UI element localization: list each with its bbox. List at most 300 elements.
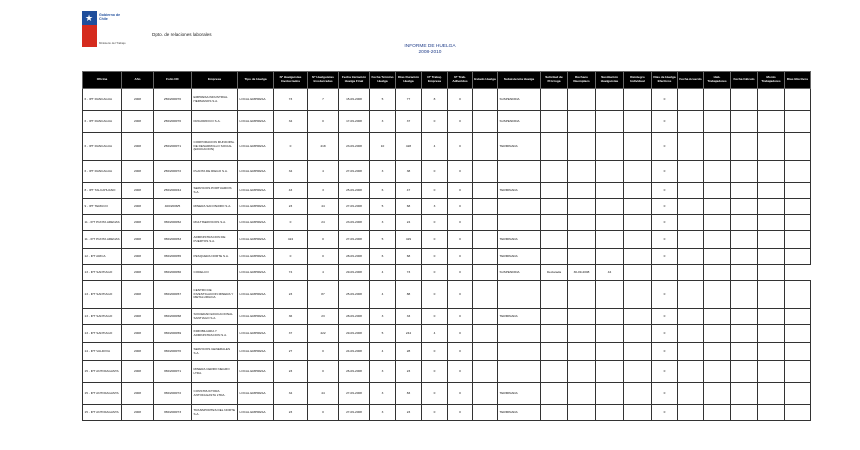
table-cell — [596, 325, 624, 343]
table-cell — [568, 199, 596, 215]
table-cell — [624, 309, 652, 325]
table-cell — [473, 183, 498, 199]
table-cell: 356/2008/73 — [154, 405, 192, 421]
table-row — [83, 133, 811, 161]
table-cell — [704, 111, 731, 133]
table-cell — [568, 133, 596, 161]
column-header: Días Efectivos — [785, 72, 811, 89]
table-cell: 256/2008/70 — [154, 111, 192, 133]
table-row — [83, 361, 811, 383]
table-cell: TERMINADA — [498, 133, 541, 161]
table-cell: 0 — [448, 405, 473, 421]
column-header: Empresa — [192, 72, 238, 89]
table-cell: 15 - IPT ANTOFAGASTA — [83, 405, 122, 421]
table-cell: 256/2008/72 — [154, 161, 192, 183]
table-cell — [624, 383, 652, 405]
table-cell: 12 - IPT ARICA — [83, 249, 122, 265]
table-cell: 23 — [274, 405, 308, 421]
table-cell: 356/2008/68 — [154, 309, 192, 325]
table-cell: 256/2008/70 — [154, 89, 192, 111]
column-header: Nº Trab. Adheridos — [448, 72, 473, 89]
table-row — [83, 343, 811, 361]
table-cell: 0 — [308, 405, 339, 421]
table-cell — [596, 199, 624, 215]
table-cell — [498, 161, 541, 183]
table-cell: 4 — [370, 343, 396, 361]
table-cell — [785, 199, 811, 215]
table-cell — [541, 249, 568, 265]
column-header: Sustitución Huelguistas — [596, 72, 624, 89]
table-cell — [624, 183, 652, 199]
table-cell: 23-09-2008 — [339, 215, 370, 231]
table-cell — [473, 199, 498, 215]
table-cell — [704, 133, 731, 161]
table-cell: LOCAL EMPRESA — [238, 281, 274, 309]
table-cell: 429 — [396, 231, 422, 249]
table-cell — [624, 249, 652, 265]
table-cell — [498, 199, 541, 215]
table-cell: ADMINISTRACION DE PUERTOS S.A. — [192, 231, 238, 249]
table-cell: 2008 — [122, 89, 154, 111]
table-cell — [731, 89, 758, 111]
table-cell — [731, 309, 758, 325]
table-cell: 5 — [370, 89, 396, 111]
column-header: Subsistencia Huelga — [498, 72, 541, 89]
table-cell — [568, 361, 596, 383]
table-cell — [498, 361, 541, 383]
table-cell: LOCAL EMPRESA — [238, 361, 274, 383]
table-cell: 356/2008/71 — [154, 361, 192, 383]
table-cell — [678, 405, 704, 421]
table-cell: 0 — [422, 383, 448, 405]
table-cell: 24 — [308, 215, 339, 231]
column-header: Fecha Acuerdo — [678, 72, 704, 89]
table-cell: 2008 — [122, 231, 154, 249]
table-cell — [704, 383, 731, 405]
table-cell: MINERA CERRO NEGRO LTDA. — [192, 361, 238, 383]
table-cell — [541, 343, 568, 361]
table-cell: 28-09-2008 — [339, 309, 370, 325]
table-cell — [785, 231, 811, 249]
table-cell: 44 — [308, 383, 339, 405]
table-cell: 256/2008/44 — [154, 183, 192, 199]
column-header: Tipo de Huelga — [238, 72, 274, 89]
table-cell — [785, 361, 811, 383]
table-cell: LOCAL EMPRESA — [238, 183, 274, 199]
table-cell — [624, 161, 652, 183]
table-cell: 3 — [422, 199, 448, 215]
table-cell: 0 — [308, 361, 339, 383]
table-cell — [678, 249, 704, 265]
table-cell: 0 — [448, 281, 473, 309]
logo-text: Gobierno de Chile — [99, 13, 121, 22]
table-cell: 24-09-2008 — [339, 343, 370, 361]
table-cell — [541, 231, 568, 249]
table-cell: 13 - IPT SANTIAGO — [83, 309, 122, 325]
table-cell: 77 — [396, 89, 422, 111]
table-cell: 8 - IPT TALCAHUANO — [83, 183, 122, 199]
table-cell — [473, 405, 498, 421]
table-cell: 2008 — [122, 215, 154, 231]
table-cell: 27-09-2008 — [339, 161, 370, 183]
table-cell: 0 — [422, 265, 448, 281]
table-cell — [568, 161, 596, 183]
table-cell: 23 — [274, 361, 308, 383]
table-cell — [785, 111, 811, 133]
table-cell — [678, 231, 704, 249]
table-cell: 4 — [370, 281, 396, 309]
table-cell: 356/2008/63 — [154, 231, 192, 249]
table-cell: MINERA SAN PEDRO S.A. — [192, 199, 238, 215]
table-cell: 356/2008/70 — [154, 343, 192, 361]
table-cell — [758, 249, 785, 265]
table-row — [83, 215, 811, 231]
table-cell: 6 — [370, 183, 396, 199]
table-cell — [568, 383, 596, 405]
table-cell — [473, 133, 498, 161]
table-cell: 422 — [308, 325, 339, 343]
table-cell: 24 — [396, 215, 422, 231]
table-cell: 356/2008/69 — [154, 325, 192, 343]
table-cell: 6 - IPT RANCAGUA — [83, 133, 122, 161]
table-cell: 23-09-2008 — [339, 133, 370, 161]
table-cell — [473, 231, 498, 249]
table-cell: 244 — [396, 325, 422, 343]
table-cell: 2008 — [122, 265, 154, 281]
table-cell — [541, 405, 568, 421]
table-cell: 428 — [396, 133, 422, 161]
table-cell — [624, 343, 652, 361]
table-cell: 3 — [370, 111, 396, 133]
table-cell: SERVICIOS PORTUARIOS S.A. — [192, 183, 238, 199]
column-header: Nº Huelguistas Involucradas — [308, 72, 339, 89]
table-cell: TERMINADA — [498, 249, 541, 265]
table-cell: SUSPENDIDA — [498, 89, 541, 111]
table-cell — [596, 215, 624, 231]
table-cell: 0 — [652, 133, 678, 161]
table-cell — [731, 281, 758, 309]
table-cell: 0 — [448, 231, 473, 249]
report-title: INFORME DE HUELGA — [404, 44, 456, 49]
column-header: Reintegro Individual — [624, 72, 652, 89]
table-cell — [624, 265, 652, 281]
table-cell: 0 — [308, 231, 339, 249]
table-cell: PLANTA DE RIEGO S.A. — [192, 161, 238, 183]
table-cell: 356/2008/66 — [154, 265, 192, 281]
table-cell — [785, 343, 811, 361]
table-cell — [704, 281, 731, 309]
table-cell: LOCAL EMPRESA — [238, 133, 274, 161]
table-cell: 0 — [448, 325, 473, 343]
table-cell: CONSTRUCTORA ANTOFAGASTA LTDA. — [192, 383, 238, 405]
table-cell — [596, 133, 624, 161]
table-cell: PESQUERA NORTE S.A. — [192, 249, 238, 265]
table-cell — [498, 215, 541, 231]
table-cell: SUSPENDIDA — [498, 111, 541, 133]
table-cell: 83 — [396, 383, 422, 405]
government-logo — [82, 11, 126, 47]
table-cell — [758, 405, 785, 421]
table-cell — [731, 231, 758, 249]
table-cell: TERMINADA — [498, 309, 541, 325]
table-cell: 8 — [422, 89, 448, 111]
table-cell: 3 — [370, 215, 396, 231]
table-cell: 6 - IPT RANCAGUA — [83, 161, 122, 183]
table-cell — [473, 309, 498, 325]
table-cell — [704, 183, 731, 199]
table-cell — [678, 111, 704, 133]
column-header: Hab. Trabajadores — [704, 72, 731, 89]
report-period: 2008-2010 — [418, 50, 442, 55]
report-heading — [330, 44, 530, 56]
table-row — [83, 183, 811, 199]
table-cell: 0 — [422, 111, 448, 133]
table-cell: 15-09-2008 — [339, 89, 370, 111]
table-row — [83, 249, 811, 265]
table-cell — [624, 215, 652, 231]
table-cell: 87 — [308, 281, 339, 309]
table-cell: 2008 — [122, 405, 154, 421]
table-cell — [758, 383, 785, 405]
table-cell: 0 — [422, 231, 448, 249]
table-cell — [704, 199, 731, 215]
table-cell: 7 — [308, 89, 339, 111]
table-cell — [678, 383, 704, 405]
table-cell: CORPORACION MUNICIPAL DE DESARROLLO SOCIAL (EDUCACION) — [192, 133, 238, 161]
table-cell — [758, 111, 785, 133]
table-cell: 0 — [422, 215, 448, 231]
column-header: Estado Huelga — [473, 72, 498, 89]
table-cell: 0 — [652, 405, 678, 421]
table-cell: 2008 — [122, 281, 154, 309]
table-cell: LOCAL EMPRESA — [238, 383, 274, 405]
table-cell: 13 - IPT SANTIAGO — [83, 325, 122, 343]
table-cell — [678, 161, 704, 183]
table-cell: 0 — [274, 215, 308, 231]
table-cell: EMPRESA INDUSTRIAL HERMANOS S.A. — [192, 89, 238, 111]
table-cell: 73 — [396, 265, 422, 281]
table-cell: 0 — [448, 265, 473, 281]
table-cell — [568, 405, 596, 421]
table-cell: LOCAL EMPRESA — [238, 231, 274, 249]
table-cell — [568, 183, 596, 199]
table-cell: 0 — [652, 325, 678, 343]
table-cell — [731, 405, 758, 421]
table-cell: 29-09-2008 — [339, 265, 370, 281]
table-cell: 2008 — [122, 249, 154, 265]
table-cell — [498, 343, 541, 361]
table-cell — [473, 89, 498, 111]
table-cell: 2008 — [122, 343, 154, 361]
table-cell — [568, 249, 596, 265]
table-cell: 0 — [422, 405, 448, 421]
table-cell — [704, 89, 731, 111]
table-cell: 2008 — [122, 111, 154, 133]
table-cell — [596, 309, 624, 325]
table-cell — [731, 343, 758, 361]
table-cell: 34 — [274, 383, 308, 405]
table-cell — [596, 111, 624, 133]
table-cell: 37 — [396, 111, 422, 133]
table-cell: Declarada — [541, 265, 568, 281]
table-cell — [568, 215, 596, 231]
table-cell — [731, 361, 758, 383]
table-cell: 356/2008/72 — [154, 383, 192, 405]
table-cell — [678, 343, 704, 361]
table-cell — [704, 361, 731, 383]
strike-report-table — [82, 71, 811, 421]
table-cell — [704, 325, 731, 343]
table-cell — [624, 361, 652, 383]
table-cell: 424 — [274, 231, 308, 249]
table-cell: 0 — [652, 343, 678, 361]
column-header: Folio NC — [154, 72, 192, 89]
table-cell: 418 — [308, 133, 339, 161]
table-cell — [758, 325, 785, 343]
table-cell — [678, 361, 704, 383]
table-cell — [596, 343, 624, 361]
table-cell — [596, 161, 624, 183]
table-cell — [758, 199, 785, 215]
table-cell: 38 — [396, 161, 422, 183]
table-cell — [758, 309, 785, 325]
table-cell: 37 — [274, 325, 308, 343]
table-cell: 0 — [652, 183, 678, 199]
table-cell: LOCAL EMPRESA — [238, 89, 274, 111]
table-row — [83, 199, 811, 215]
table-cell — [785, 161, 811, 183]
table-cell: 0 — [448, 111, 473, 133]
table-cell: 47 — [396, 183, 422, 199]
table-cell — [758, 265, 785, 281]
table-cell: 11 - IPT PUNTA ARENAS — [83, 231, 122, 249]
table-cell: 17-09-2008 — [339, 111, 370, 133]
table-cell — [624, 199, 652, 215]
table-cell: 3 — [370, 161, 396, 183]
table-cell: 2008 — [122, 161, 154, 183]
table-cell: 0 — [422, 361, 448, 383]
table-cell: 23 — [274, 281, 308, 309]
table-cell: CODELCO — [192, 265, 238, 281]
table-cell — [758, 231, 785, 249]
table-cell: 0 — [448, 133, 473, 161]
department-name: Dpto. de relaciones laborales — [152, 32, 212, 37]
column-header: Solicitud de Prórroga — [541, 72, 568, 89]
table-cell: SERVICIOS GENERALES S.A. — [192, 343, 238, 361]
table-cell — [758, 215, 785, 231]
table-cell: 28 — [396, 343, 422, 361]
table-cell — [568, 309, 596, 325]
table-cell — [624, 89, 652, 111]
table-row — [83, 265, 811, 281]
table-cell — [731, 215, 758, 231]
table-cell: 0 — [308, 249, 339, 265]
table-cell — [678, 183, 704, 199]
table-cell — [624, 405, 652, 421]
table-cell — [596, 383, 624, 405]
table-cell — [785, 249, 811, 265]
table-cell — [704, 343, 731, 361]
table-cell: LOCAL EMPRESA — [238, 215, 274, 231]
table-row — [83, 281, 811, 309]
table-cell: 23 — [274, 199, 308, 215]
table-row — [83, 111, 811, 133]
table-cell: 0 — [448, 199, 473, 215]
table-cell — [758, 361, 785, 383]
table-cell: 4 — [370, 265, 396, 281]
table-cell — [678, 89, 704, 111]
table-cell — [785, 325, 811, 343]
table-cell — [704, 231, 731, 249]
table-cell: 34 — [274, 111, 308, 133]
table-cell: 6 — [370, 249, 396, 265]
table-cell — [473, 343, 498, 361]
table-cell: LOCAL EMPRESA — [238, 249, 274, 265]
table-cell: LOCAL EMPRESA — [238, 405, 274, 421]
table-cell: 4 — [422, 133, 448, 161]
table-cell: 0 — [652, 215, 678, 231]
table-cell: 2008 — [122, 325, 154, 343]
table-cell: LOCAL EMPRESA — [238, 111, 274, 133]
table-cell: 356/2008/67 — [154, 281, 192, 309]
table-cell — [596, 405, 624, 421]
table-cell: 26-09-2008 — [339, 361, 370, 383]
table-cell — [473, 161, 498, 183]
table-cell — [541, 281, 568, 309]
table-cell: MULTISERVICIOS S.A. — [192, 215, 238, 231]
table-cell: 5 — [370, 325, 396, 343]
table-cell: 0 — [652, 361, 678, 383]
table-cell: 0 — [422, 309, 448, 325]
table-cell: 0 — [448, 249, 473, 265]
table-cell: 0 — [448, 161, 473, 183]
table-cell — [785, 383, 811, 405]
column-header: Fecha Cálculo — [731, 72, 758, 89]
column-header: Fecha Término Huelga — [370, 72, 396, 89]
table-cell: 0 — [308, 111, 339, 133]
table-cell: 25-09-2008 — [339, 183, 370, 199]
table-cell — [596, 249, 624, 265]
table-cell: 3 — [308, 183, 339, 199]
table-cell: TERMINADA — [498, 183, 541, 199]
table-cell — [541, 309, 568, 325]
table-cell: 25-09-2008 — [339, 281, 370, 309]
table-cell — [731, 183, 758, 199]
table-cell — [498, 325, 541, 343]
table-cell — [624, 111, 652, 133]
table-cell: 73 — [274, 89, 308, 111]
table-cell: 2008 — [122, 183, 154, 199]
table-cell — [568, 89, 596, 111]
table-cell — [541, 133, 568, 161]
table-cell — [498, 281, 541, 309]
table-cell — [731, 161, 758, 183]
table-cell — [541, 361, 568, 383]
table-row — [83, 309, 811, 325]
table-cell: 30-09-2008 — [568, 265, 596, 281]
table-cell — [731, 383, 758, 405]
table-cell: SUSPENDIDA — [498, 265, 541, 281]
table-cell: 6 - IPT RANCAGUA — [83, 89, 122, 111]
table-cell: 0 — [422, 183, 448, 199]
table-cell — [678, 133, 704, 161]
table-cell — [568, 343, 596, 361]
table-cell: 2008 — [122, 199, 154, 215]
table-cell: 29-09-2008 — [339, 325, 370, 343]
table-cell — [541, 161, 568, 183]
flag-red-block — [82, 25, 97, 47]
table-cell: 6 - IPT RANCAGUA — [83, 111, 122, 133]
